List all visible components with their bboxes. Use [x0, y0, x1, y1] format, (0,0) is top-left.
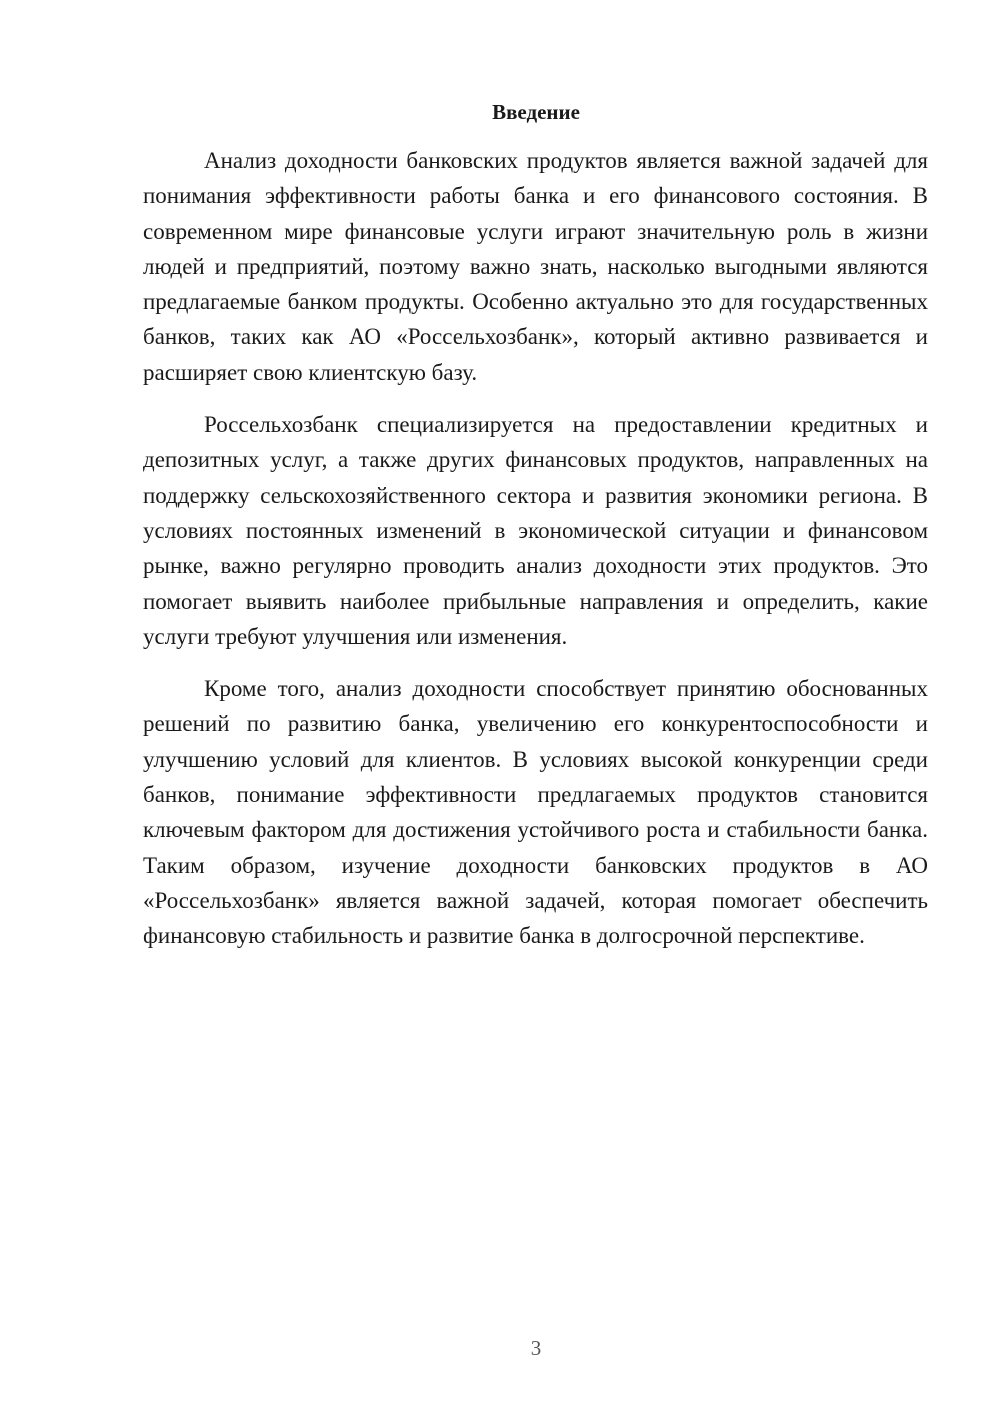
page-number: 3: [530, 1336, 542, 1360]
paragraph: Кроме того, анализ доходности способствует принятию обоснованных решений по развитию банка, увеличению его конкурентоспособности и улучшению условий для клиентов. В условиях высокой конкуренции среди банков, понимание эффективности предлагаемых продуктов становится ключевым фактором для достижения устойчивого роста и стабильности банка. Таким образом, изучение доходности банковских продуктов в АО «Россельхозбанк» является важной задачей, которая помогает обеспечить финансовую стабильность и развитие банка в долгосрочной перспективе.: [143, 676, 928, 949]
section-title: Введение: [492, 100, 580, 124]
paragraph: Анализ доходности банковских продуктов является важной задачей для понимания эффективности работы банка и его финансового состояния. В современном мире финансовые услуги играют значительную роль в жизни людей и предприятий, поэтому важно знать, насколько выгодными являются предлагаемые банком продукты. Особенно актуально это для государственных банков, таких как АО «Россельхозбанк», который активно развивается и расширяет свою клиентскую базу.: [143, 148, 928, 385]
paragraph: Россельхозбанк специализируется на предоставлении кредитных и депозитных услуг, а также других финансовых продуктов, направленных на поддержку сельскохозяйственного сектора и развития экономики региона. В условиях постоянных изменений в экономической ситуации и финансовом рынке, важно регулярно проводить анализ доходности этих продуктов. Это помогает выявить наиболее прибыльные направления и определить, какие услуги требуют улучшения или изменения.: [143, 412, 928, 649]
body-text: [143, 143, 928, 971]
